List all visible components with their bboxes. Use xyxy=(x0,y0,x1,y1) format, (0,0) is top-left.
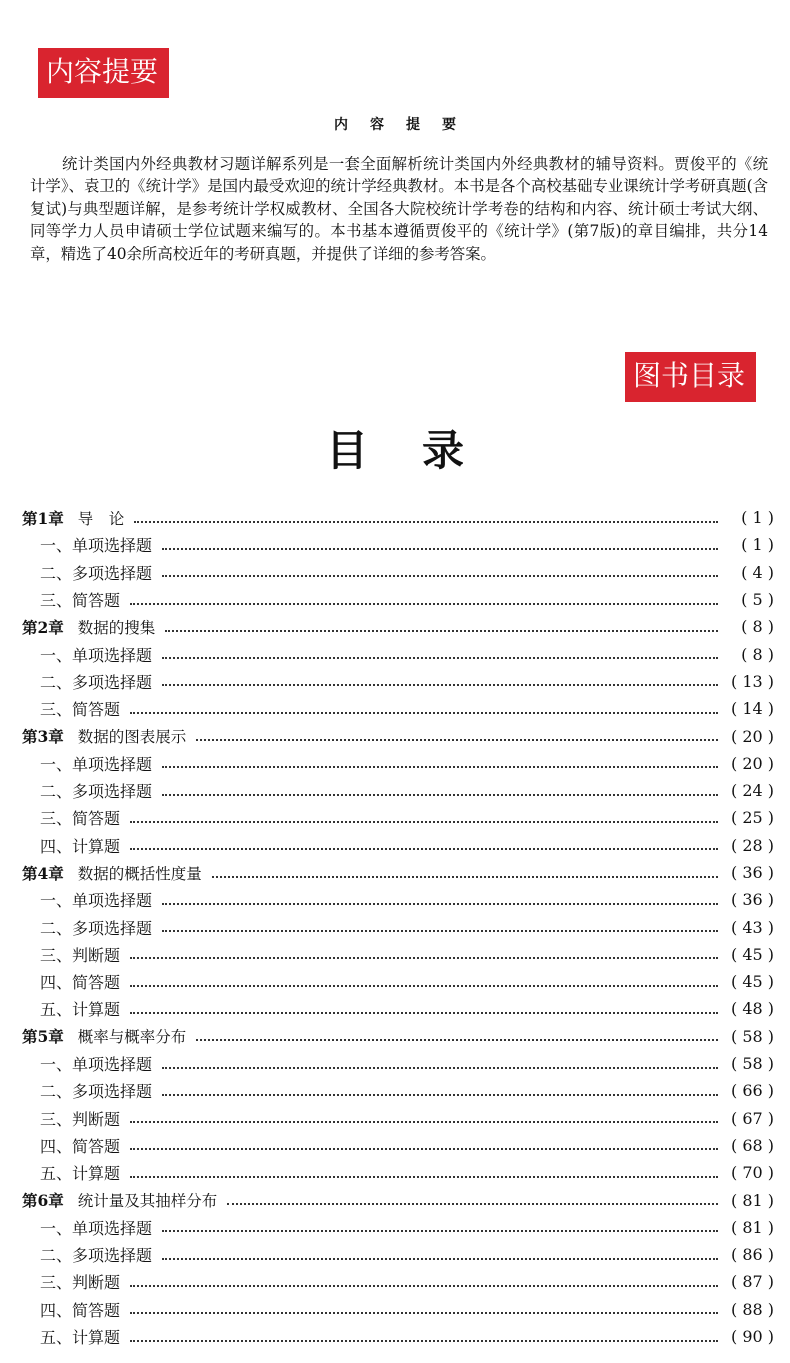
toc-section-label: 二、多项选择题 xyxy=(40,563,153,583)
toc-section-row[interactable] xyxy=(22,941,774,968)
toc-leader-dots xyxy=(130,603,718,605)
toc-section-label: 五、计算题 xyxy=(40,1164,121,1184)
toc-section-label: 一、单项选择题 xyxy=(40,754,153,774)
toc-section-row[interactable] xyxy=(22,695,774,722)
toc-section-row[interactable] xyxy=(22,1132,774,1159)
toc-page-number: ( 48 ) xyxy=(730,999,774,1019)
toc-page-number: ( 58 ) xyxy=(730,1026,774,1046)
toc-section-row[interactable] xyxy=(22,777,774,804)
toc-page-number: ( 36 ) xyxy=(730,863,774,882)
toc-section-label: 四、简答题 xyxy=(40,1300,121,1320)
toc-page-number: ( 13 ) xyxy=(730,671,774,691)
toc-chapter-number: 第6章 xyxy=(22,1191,64,1211)
toc-section-label: 一、单项选择题 xyxy=(40,891,153,911)
toc-page-number: ( 45 ) xyxy=(730,972,774,992)
toc-leader-dots xyxy=(196,739,718,741)
toc-section-row[interactable] xyxy=(22,913,774,940)
toc-section-label: 五、计算题 xyxy=(40,1000,121,1020)
toc-leader-dots xyxy=(130,1121,718,1123)
toc-section-label: 一、单项选择题 xyxy=(40,1055,153,1075)
toc-section-label: 三、判断题 xyxy=(40,1273,121,1293)
toc-section-row[interactable] xyxy=(22,531,774,558)
toc-page-number: ( 4 ) xyxy=(741,562,774,582)
toc-section-row[interactable] xyxy=(22,832,774,859)
toc-leader-dots xyxy=(165,630,718,632)
toc-leader-dots xyxy=(130,1340,718,1342)
toc-section-label: 二、多项选择题 xyxy=(40,672,153,692)
toc-page-number: ( 86 ) xyxy=(730,1245,774,1265)
toc-page-number: ( 66 ) xyxy=(730,1081,774,1101)
toc-chapter-title: 数据的概括性度量 xyxy=(77,864,202,883)
toc-leader-dots xyxy=(162,903,718,905)
toc-section-row[interactable] xyxy=(22,668,774,695)
toc-chapter-row[interactable] xyxy=(22,1023,774,1050)
toc-leader-dots xyxy=(130,957,718,959)
toc-section-label: 三、判断题 xyxy=(40,1109,121,1129)
toc-section-label: 三、简答题 xyxy=(40,700,121,720)
toc-section-label: 一、单项选择题 xyxy=(40,1218,153,1238)
toc-leader-dots xyxy=(130,848,718,850)
toc-page-number: ( 43 ) xyxy=(730,917,774,937)
toc-section-row[interactable] xyxy=(22,968,774,995)
toc-page-number: ( 67 ) xyxy=(730,1108,774,1128)
toc-section-label: 四、计算题 xyxy=(40,836,121,856)
toc-page-number: ( 81 ) xyxy=(730,1190,774,1210)
toc-leader-dots xyxy=(130,1176,718,1178)
toc-leader-dots xyxy=(212,876,718,878)
toc-section-label: 二、多项选择题 xyxy=(40,1246,153,1266)
toc-page-number: ( 14 ) xyxy=(730,699,774,719)
toc-chapter-title: 统计量及其抽样分布 xyxy=(77,1192,218,1211)
toc-section-row[interactable] xyxy=(22,750,774,777)
toc-leader-dots xyxy=(130,985,718,987)
toc-leader-dots xyxy=(130,1012,718,1014)
toc-page-number: ( 5 ) xyxy=(741,590,774,610)
toc-section-label: 二、多项选择题 xyxy=(40,1082,153,1102)
toc-section-label: 二、多项选择题 xyxy=(40,918,153,938)
toc-page-number: ( 20 ) xyxy=(730,726,774,746)
toc-page-number: ( 87 ) xyxy=(730,1272,774,1292)
toc-page-number: ( 58 ) xyxy=(730,1054,774,1074)
toc-page-number: ( 70 ) xyxy=(730,1163,774,1183)
toc-section-label: 二、多项选择题 xyxy=(40,782,153,802)
toc-page-number: ( 68 ) xyxy=(730,1135,774,1155)
toc-leader-dots xyxy=(130,1312,718,1314)
toc-page-number: ( 25 ) xyxy=(730,808,774,828)
toc-section-row[interactable] xyxy=(22,1077,774,1104)
toc-chapter-number: 第5章 xyxy=(22,1027,64,1047)
toc-leader-dots xyxy=(162,766,718,768)
toc-section-row[interactable] xyxy=(22,1241,774,1268)
toc-section-row[interactable] xyxy=(22,886,774,913)
toc-leader-dots xyxy=(162,657,718,659)
toc-leader-dots xyxy=(162,575,718,577)
toc-leader-dots xyxy=(134,521,718,523)
toc-section-row[interactable] xyxy=(22,559,774,586)
toc-chapter-number: 第2章 xyxy=(22,617,64,637)
summary-tag: 内容提要 xyxy=(38,48,169,98)
toc-section-row[interactable] xyxy=(22,1323,774,1350)
toc-page-number: ( 88 ) xyxy=(730,1299,774,1319)
toc-leader-dots xyxy=(130,1148,718,1150)
toc-leader-dots xyxy=(130,712,718,714)
toc-page-number: ( 36 ) xyxy=(730,890,774,910)
toc-leader-dots xyxy=(162,1230,718,1232)
toc-leader-dots xyxy=(162,794,718,796)
toc-chapter-label xyxy=(22,1189,217,1211)
toc-page-number: ( 81 ) xyxy=(730,1217,774,1237)
toc-leader-dots xyxy=(162,548,718,550)
toc-leader-dots xyxy=(162,1258,718,1260)
toc-section-row[interactable] xyxy=(22,586,774,613)
toc-leader-dots xyxy=(162,1067,718,1069)
toc-leader-dots xyxy=(130,1285,718,1287)
toc-leader-dots xyxy=(162,930,718,932)
toc-chapter-title: 数据的搜集 xyxy=(77,618,156,637)
toc-page-number: ( 45 ) xyxy=(730,944,774,964)
toc-chapter-row[interactable] xyxy=(22,613,774,640)
toc-chapter-label xyxy=(22,616,155,638)
toc-section-label: 三、判断题 xyxy=(40,945,121,965)
toc-chapter-label xyxy=(22,507,124,529)
toc-page-number: ( 28 ) xyxy=(730,835,774,855)
toc-chapter-title: 导 论 xyxy=(77,509,125,528)
toc-section-row[interactable] xyxy=(22,1105,774,1132)
toc-leader-dots xyxy=(196,1039,718,1041)
toc-section-row[interactable] xyxy=(22,804,774,831)
summary-body: 统计类国内外经典教材习题详解系列是一套全面解析统计类国内外经典教材的辅导资料。贾俊平的《统计学》、袁卫的《统计学》是国内最受欢迎的统计学经典教材。本书是各个高校基础专业课统计学考研真题(含复试)与典型题详解，是参考统计学权威教材、全国各大院校统计学考卷的结构和内容、统计硕士考试大纲、同等学力人员申请硕士学位试题来编写的。本书基本遵循贾俊平的《统计学》(第7版)的章目编排，共分14章，精选了40余所高校近年的考研真题，并提供了详细的参考答案。 xyxy=(30,155,768,263)
toc-section-label: 四、简答题 xyxy=(40,1136,121,1156)
toc-page-number: ( 8 ) xyxy=(741,617,774,637)
toc-chapter-label xyxy=(22,1025,186,1047)
toc-chapter-row[interactable] xyxy=(22,1186,774,1213)
toc-section-row[interactable] xyxy=(22,1050,774,1077)
toc-chapter-label xyxy=(22,862,202,884)
toc-chapter-title: 数据的图表展示 xyxy=(77,728,187,747)
toc-title: 目录 xyxy=(325,426,518,475)
toc-leader-dots xyxy=(130,821,718,823)
toc-section-label: 三、简答题 xyxy=(40,591,121,611)
toc-section-label: 一、单项选择题 xyxy=(40,536,153,556)
toc-section-row[interactable] xyxy=(22,995,774,1022)
toc-page-number: ( 20 ) xyxy=(730,753,774,773)
toc-tag: 图书目录 xyxy=(625,352,756,402)
toc-chapter-label xyxy=(22,725,186,747)
toc-section-row[interactable] xyxy=(22,1296,774,1323)
toc-section-row[interactable] xyxy=(22,1268,774,1295)
toc-leader-dots xyxy=(162,684,718,686)
toc-leader-dots xyxy=(162,1094,718,1096)
toc-section-row[interactable] xyxy=(22,1159,774,1186)
toc-list xyxy=(22,504,774,1350)
toc-section-label: 三、简答题 xyxy=(40,809,121,829)
toc-chapter-number: 第4章 xyxy=(22,863,64,883)
toc-leader-dots xyxy=(227,1203,718,1205)
toc-page-number: ( 24 ) xyxy=(730,781,774,801)
toc-chapter-title: 概率与概率分布 xyxy=(77,1028,187,1047)
toc-chapter-number: 第1章 xyxy=(22,508,64,528)
toc-section-row[interactable] xyxy=(22,1214,774,1241)
toc-chapter-number: 第3章 xyxy=(22,727,64,747)
toc-page-number: ( 90 ) xyxy=(730,1327,774,1347)
toc-section-label: 四、简答题 xyxy=(40,973,121,993)
toc-page-number: ( 1 ) xyxy=(741,508,774,528)
toc-section-label: 五、计算题 xyxy=(40,1328,121,1348)
toc-chapter-row[interactable] xyxy=(22,504,774,531)
toc-chapter-row[interactable] xyxy=(22,722,774,749)
toc-page-number: ( 1 ) xyxy=(741,535,774,555)
summary-heading: 内容提要 xyxy=(334,117,478,133)
toc-chapter-row[interactable] xyxy=(22,859,774,886)
toc-page-number: ( 8 ) xyxy=(741,644,774,664)
toc-section-label: 一、单项选择题 xyxy=(40,645,153,665)
toc-section-row[interactable] xyxy=(22,640,774,667)
